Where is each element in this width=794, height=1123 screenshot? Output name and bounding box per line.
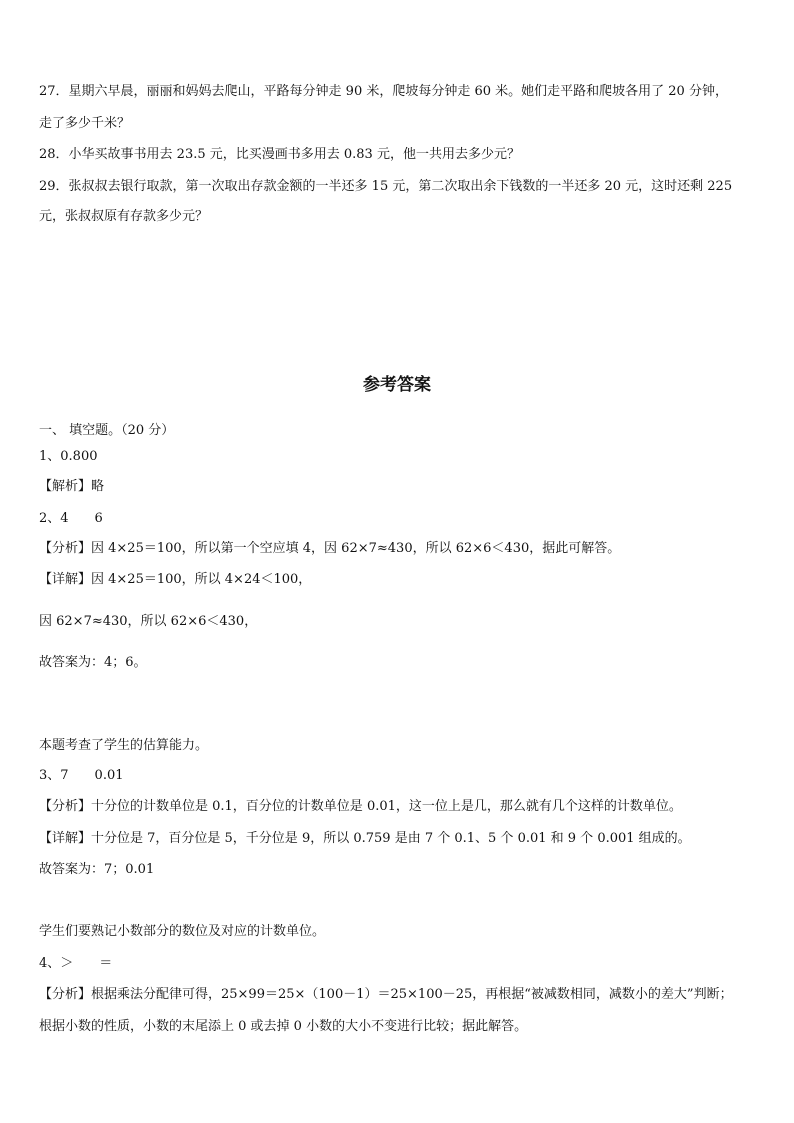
answer-2-line2: 因 62×7≈430，所以 62×6＜430，: [39, 614, 258, 629]
answer-1-jiexi: 【解析】略: [39, 479, 105, 494]
question-27-line1: 27．星期六早晨，丽丽和妈妈去爬山，平路每分钟走 90 米，爬坡每分钟走 60 米。她们走平路和爬坡各用了 20 分钟，: [39, 84, 728, 99]
answer-2-summary: 本题考查了学生的估算能力。: [39, 738, 209, 753]
answer-3-xiangjie: 【详解】十分位是 7，百分位是 5，千分位是 9，所以 0.759 是由 7 个 0.1、5 个 0.01 和 9 个 0.001 组成的。: [39, 831, 691, 846]
answer-2-answer: 故答案为：4；6。: [39, 655, 147, 670]
answer-3: 3、7 0.01: [39, 768, 124, 783]
question-27-line2: 走了多少千米？: [39, 116, 131, 131]
answer-3-answer: 故答案为：7；0.01: [39, 862, 155, 877]
answer-4-fenxi-line2: 根据小数的性质，小数的末尾添上 0 或去掉 0 小数的大小不变进行比较；据此解答。: [39, 1019, 528, 1034]
answers-title: 参考答案: [363, 375, 431, 395]
question-29-line1: 29．张叔叔去银行取款，第一次取出存款金额的一半还多 15 元，第二次取出余下钱数的一半还多 20 元，这时还剩 225: [39, 179, 733, 194]
question-29-line2: 元，张叔叔原有存款多少元？: [39, 209, 209, 224]
answer-2: 2、4 6: [39, 511, 103, 526]
answer-4: 4、＞ ＝: [39, 956, 113, 971]
answer-3-summary: 学生们要熟记小数部分的数位及对应的计数单位。: [39, 924, 326, 939]
answer-2-fenxi: 【分析】因 4×25＝100，所以第一个空应填 4，因 62×7≈430，所以 62×6＜430，据此可解答。: [39, 541, 621, 556]
answer-4-fenxi-line1: 【分析】根据乘法分配律可得，25×99＝25×（100－1）＝25×100－25，再根据“被减数相同，减数小的差大”判断；: [39, 987, 733, 1002]
answer-2-xiangjie: 【详解】因 4×25＝100，所以 4×24＜100，: [39, 572, 312, 587]
section-heading: 一、 填空题。（20 分）: [39, 423, 175, 438]
question-28: 28．小华买故事书用去 23.5 元，比买漫画书多用去 0.83 元，他一共用去多少元？: [39, 147, 520, 162]
answer-3-fenxi: 【分析】十分位的计数单位是 0.1，百分位的计数单位是 0.01，这一位上是几，那么就有几个这样的计数单位。: [39, 799, 682, 814]
answer-1: 1、0.800: [39, 449, 98, 464]
